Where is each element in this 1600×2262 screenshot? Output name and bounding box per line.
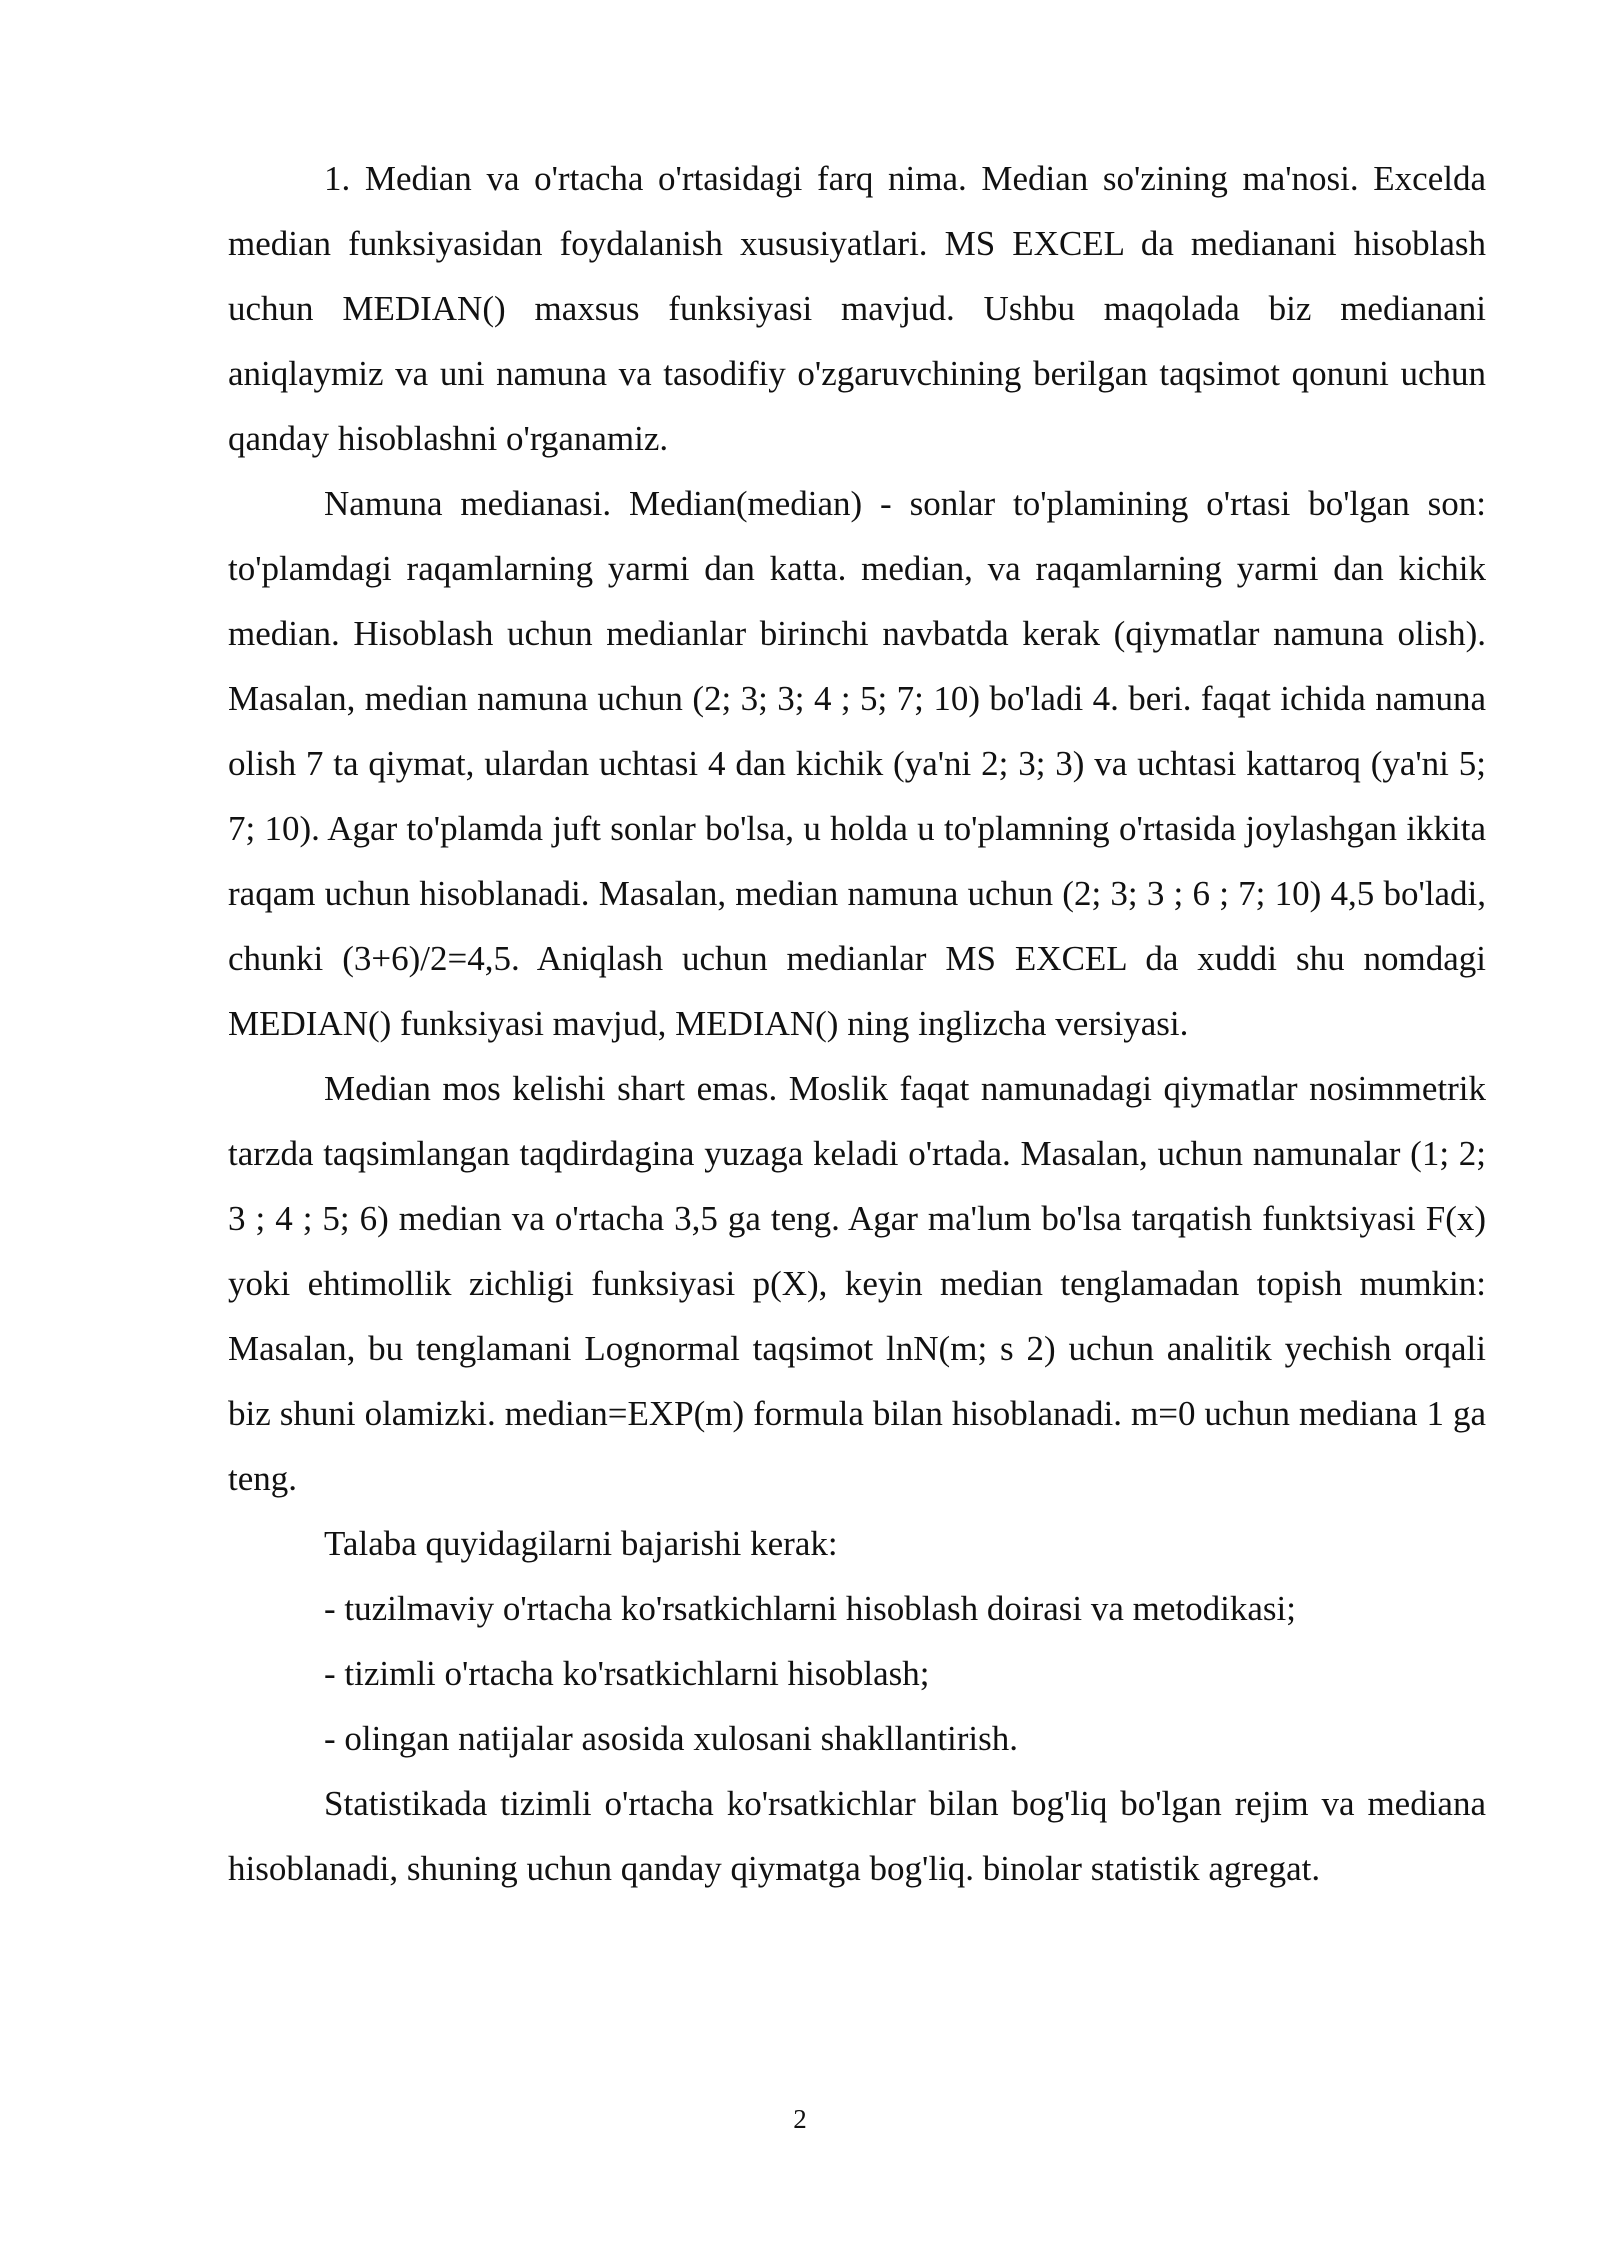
document-body xyxy=(228,146,1486,1901)
paragraph-sample-median: Namuna medianasi. Median(median) - sonlar to'plamining o'rtasi bo'lgan son: to'plamdagi raqamlarning yarmi dan katta. median, va raqamlarning yarmi dan kichik median. Hisoblash uchun medianlar birinchi navbatda kerak (qiymatlar namuna olish). Masalan, median namuna uchun (2; 3; 3; 4 ; 5; 7; 10) bo'ladi 4. beri. faqat ichida namuna olish 7 ta qiymat, ulardan uchtasi 4 dan kichik (ya'ni 2; 3; 3) va uchtasi kattaroq (ya'ni 5; 7; 10). Agar to'plamda juft sonlar bo'lsa, u holda u to'plamning o'rtasida joylashgan ikkita raqam uchun hisoblanadi. Masalan, median namuna uchun (2; 3; 3 ; 6 ; 7; 10) 4,5 bo'ladi, chunki (3+6)/2=4,5. Aniqlash uchun medianlar MS EXCEL da xuddi shu nomdagi MEDIAN() funksiyasi mavjud, MEDIAN() ning inglizcha versiyasi. xyxy=(228,484,1486,1043)
list-item: - tuzilmaviy o'rtacha ko'rsatkichlarni hisoblash doirasi va metodikasi; xyxy=(324,1589,1296,1628)
list-item: - tizimli o'rtacha ko'rsatkichlarni hisoblash; xyxy=(324,1654,930,1693)
paragraph-statistics: Statistikada tizimli o'rtacha ko'rsatkichlar bilan bog'liq bo'lgan rejim va mediana hisoblanadi, shuning uchun qanday qiymatga bog'liq. binolar statistik agregat. xyxy=(228,1784,1486,1888)
list-item: - olingan natijalar asosida xulosani shakllantirish. xyxy=(324,1719,1019,1758)
paragraph-median-intro: 1. Median va o'rtacha o'rtasidagi farq nima. Median so'zining ma'nosi. Excelda median funksiyasidan foydalanish xususiyatlari. MS EXCEL da medianani hisoblash uchun MEDIAN() maxsus funksiyasi mavjud. Ushbu maqolada biz medianani aniqlaymiz va uni namuna va tasodifiy o'zgaruvchining berilgan taqsimot qonuni uchun qanday hisoblashni o'rganamiz. xyxy=(228,159,1486,458)
page-number: 2 xyxy=(793,2104,807,2134)
paragraph-student-tasks: Talaba quyidagilarni bajarishi kerak: xyxy=(324,1524,838,1563)
paragraph-median-mean: Median mos kelishi shart emas. Moslik faqat namunadagi qiymatlar nosimmetrik tarzda taqsimlangan taqdirdagina yuzaga keladi o'rtada. Masalan, uchun namunalar (1; 2; 3 ; 4 ; 5; 6) median va o'rtacha 3,5 ga teng. Agar ma'lum bo'lsa tarqatish funktsiyasi F(x) yoki ehtimollik zichligi funksiyasi p(X), keyin median tenglamadan topish mumkin: Masalan, bu tenglamani Lognormal taqsimot lnN(m; s 2) uchun analitik yechish orqali biz shuni olamizki. median=EXP(m) formula bilan hisoblanadi. m=0 uchun mediana 1 ga teng. xyxy=(228,1069,1486,1498)
